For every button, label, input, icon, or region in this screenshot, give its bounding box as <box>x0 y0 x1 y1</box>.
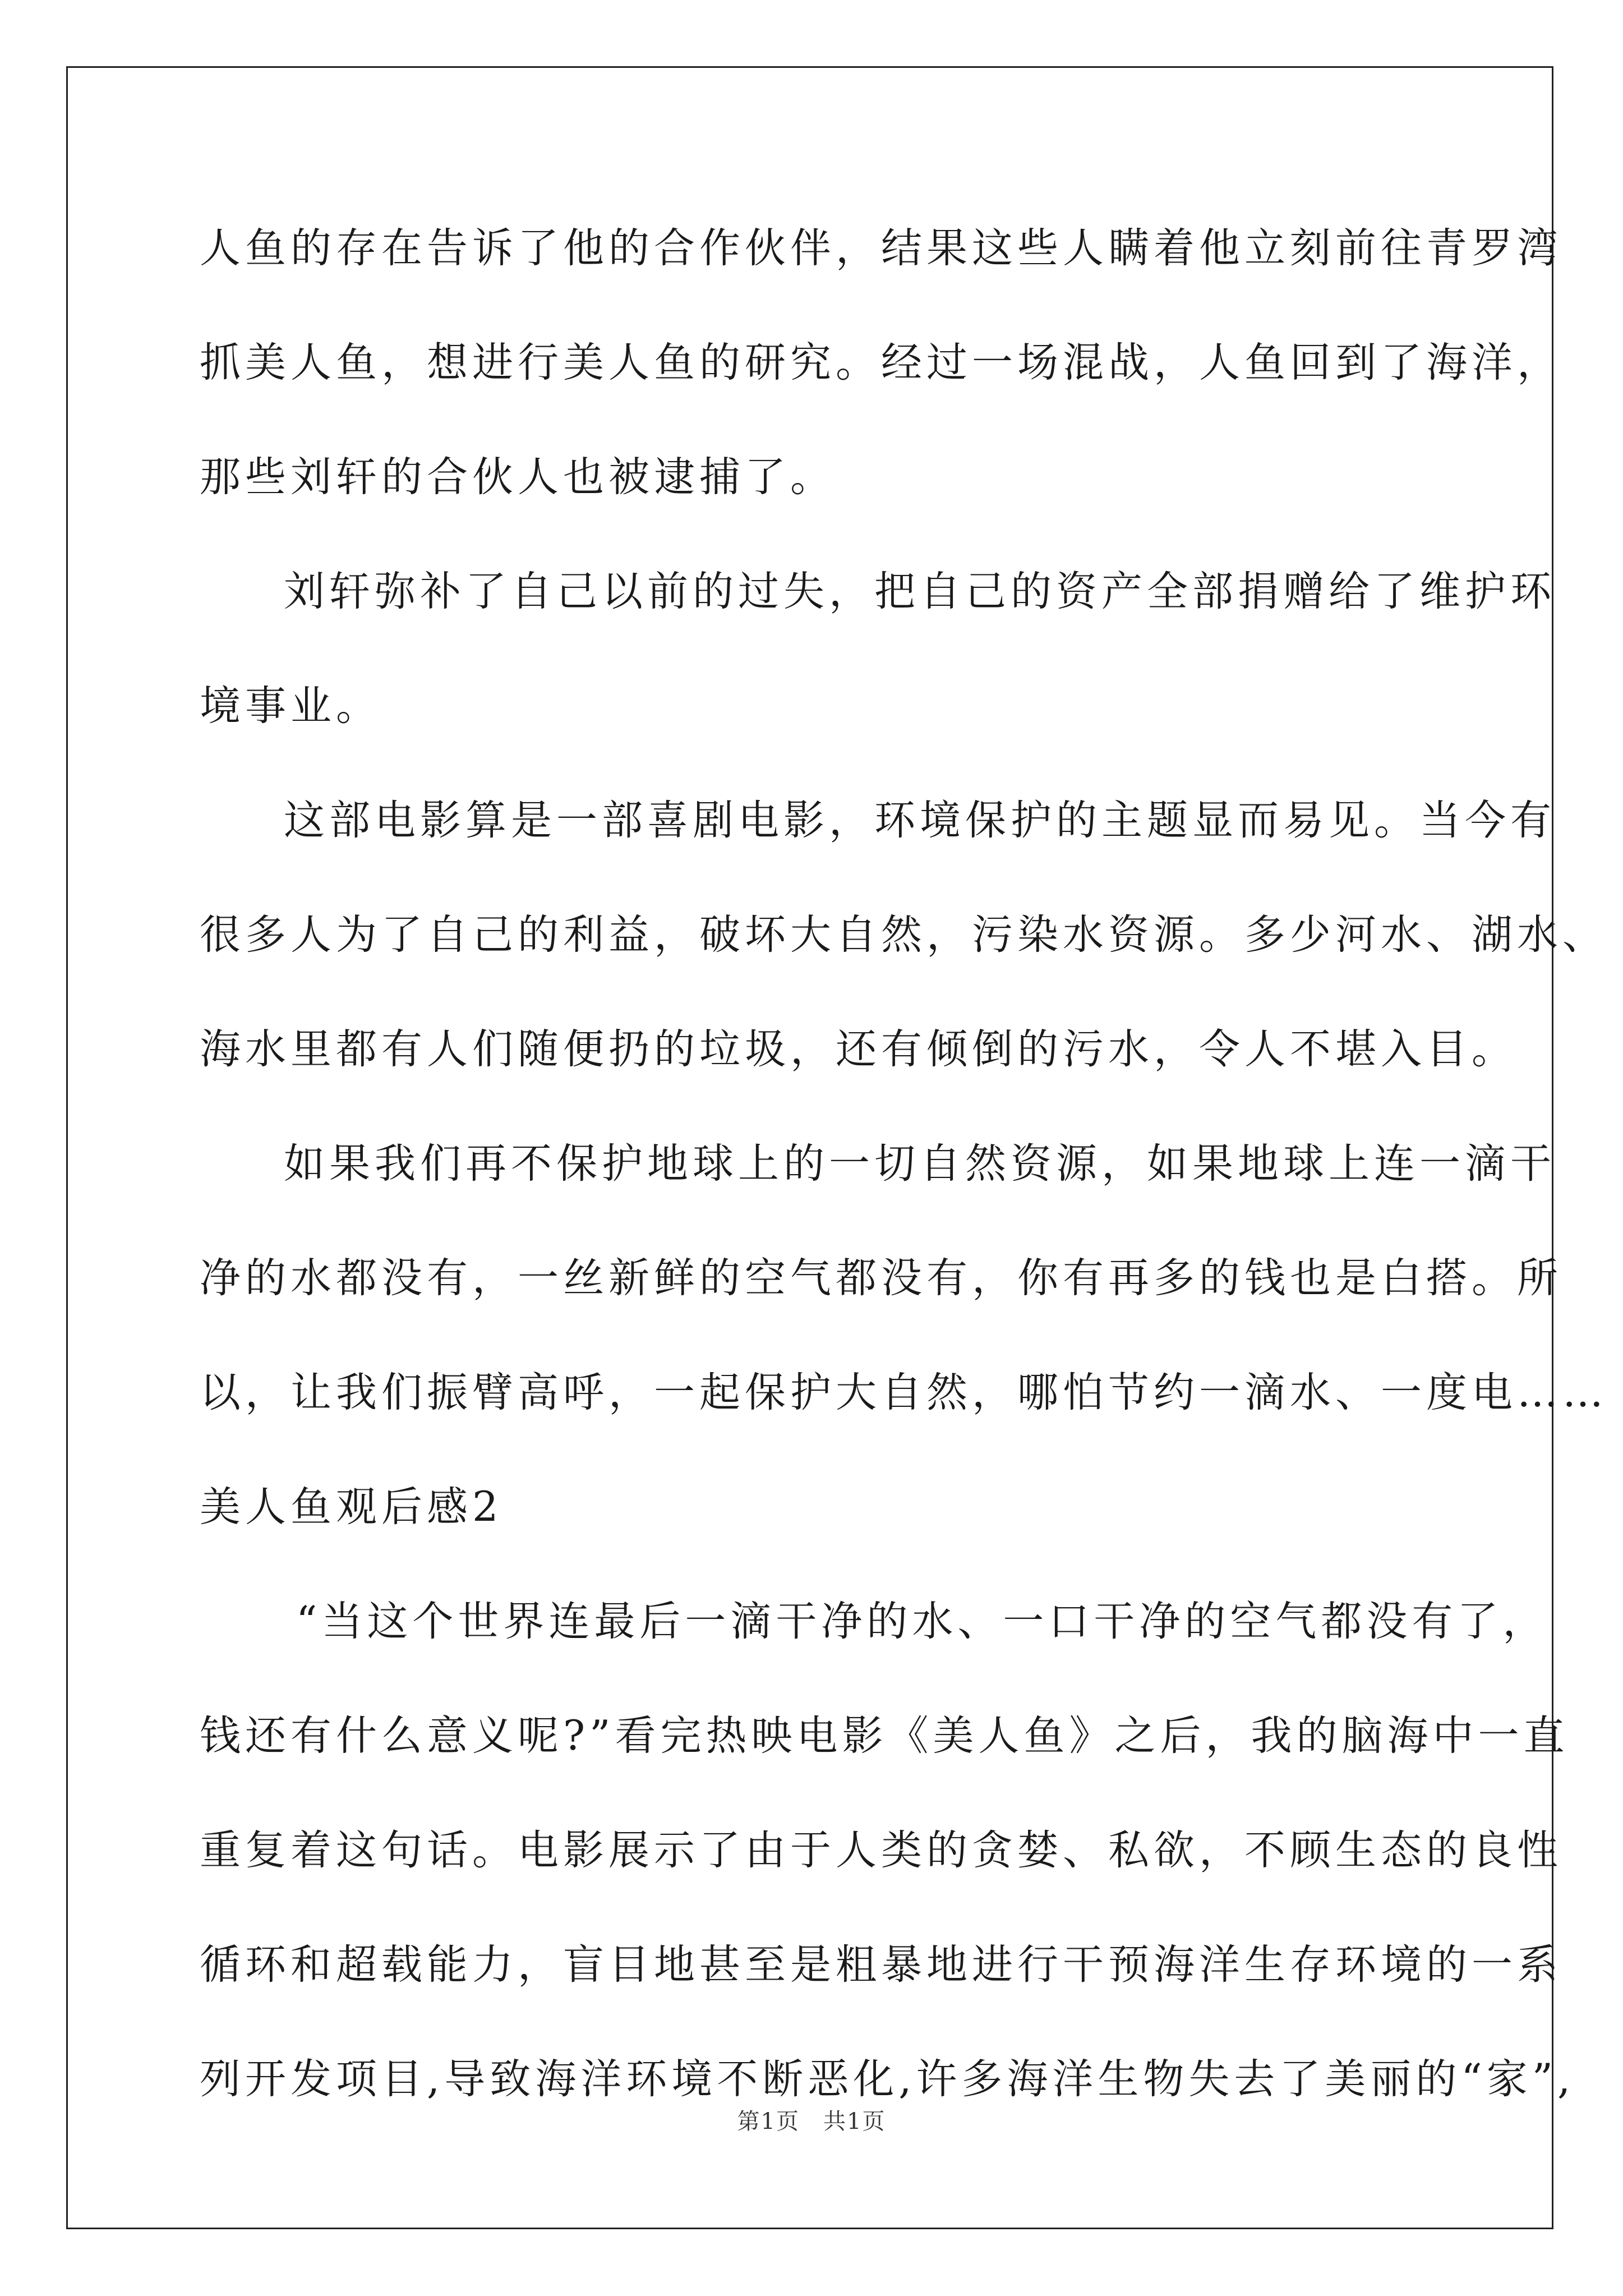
text-line: 境事业。 <box>200 682 381 730</box>
text-line: 循环和超载能力，盲目地甚至是粗暴地进行干预海洋生存环境的一系 <box>200 1941 1562 1989</box>
text-line: 很多人为了自己的利益，破坏大自然，污染水资源。多少河水、湖水、 <box>200 911 1608 959</box>
text-line: 以，让我们振臂高呼，一起保护大自然，哪怕节约一滴水、一度电…… <box>200 1369 1608 1416</box>
section-heading: 美人鱼观后感2 <box>200 1483 503 1531</box>
document-body <box>200 218 1608 2163</box>
text-line: 重复着这句话。电影展示了由于人类的贪婪、私欲，不顾生态的良性 <box>200 1826 1562 1874</box>
text-line: 人鱼的存在告诉了他的合作伙伴，结果这些人瞒着他立刻前往青罗湾 <box>200 224 1562 272</box>
text-line: 如果我们再不保护地球上的一切自然资源，如果地球上连一滴干 <box>284 1140 1556 1188</box>
page-footer: 第1页 共1页 <box>737 2109 886 2134</box>
text-line: “当这个世界连最后一滴干净的水、一口干净的空气都没有了， <box>296 1598 1548 1645</box>
text-line: 钱还有什么意义呢?”看完热映电影《美人鱼》之后，我的脑海中一直 <box>200 1712 1569 1760</box>
text-line: 那些刘轩的合伙人也被逮捕了。 <box>200 453 836 501</box>
text-line: 海水里都有人们随便扔的垃圾，还有倾倒的污水，令人不堪入目。 <box>200 1025 1517 1073</box>
text-line: 刘轩弥补了自己以前的过失，把自己的资产全部捐赠给了维护环 <box>284 568 1556 615</box>
text-line: 这部电影算是一部喜剧电影，环境保护的主题显而易见。当今有 <box>284 797 1556 844</box>
text-line: 抓美人鱼，想进行美人鱼的研究。经过一场混战，人鱼回到了海洋， <box>200 339 1562 386</box>
text-line: 列开发项目,导致海洋环境不断恶化,许多海洋生物失去了美丽的“家”, <box>200 2055 1575 2103</box>
text-line: 净的水都没有，一丝新鲜的空气都没有，你有再多的钱也是白搭。所 <box>200 1254 1562 1302</box>
